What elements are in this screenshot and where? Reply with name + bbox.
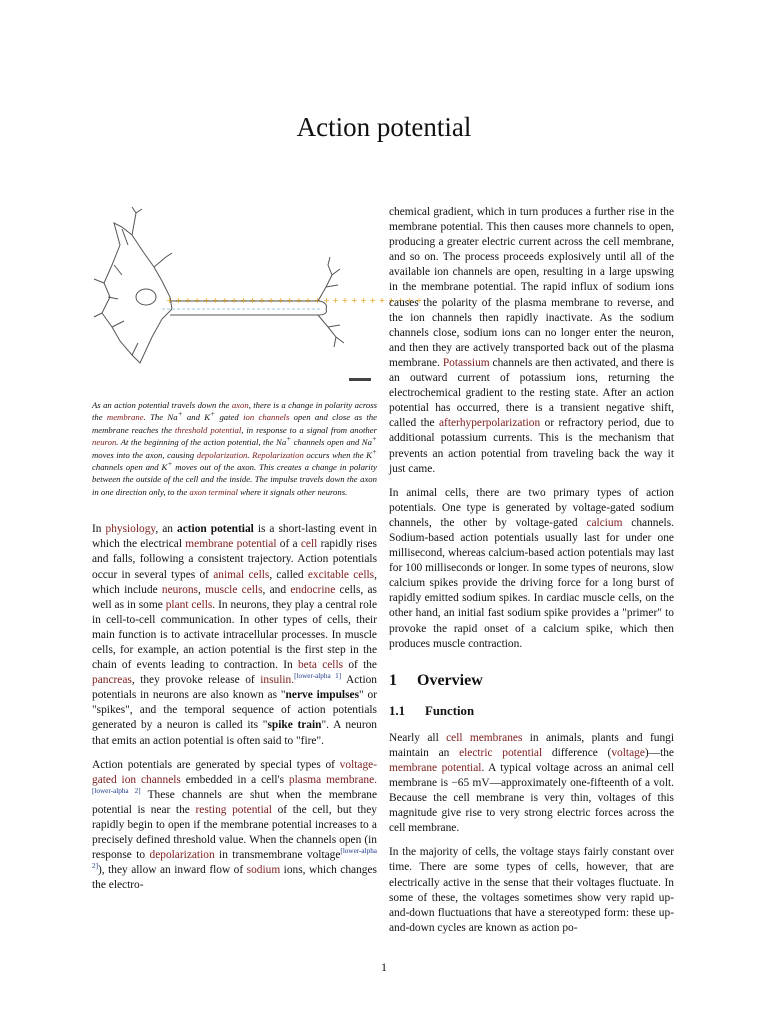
function-paragraph-2: In the majority of cells, the voltage stays fairly constant over time. There are some types of cells, however, that are electrically active in the sense that their voltages fluctuate. In some of these, the voltages sometimes show very rapid up-and-down fluctuations that have a stereotyped form: these up-and-down cycles are known as action po- (389, 846, 674, 934)
gradient-paragraph: chemical gradient, which in turn produces a further rise in the membrane potential. This then causes more channels to open, producing a greater electric current across the cell membrane, and so on. The process proceeds explosively until all of the available ion channels are open, resulting in a large upswing in the membrane potential. The rapid influx of sodium ions causes the polarity of the plasma membrane to reverse, and the ion channels then rapidly inactivate. As the sodium channels close, sodium ions can no longer enter the neuron, and then they are actively transported back out of the plasma membrane. Potassium channels are then activated, and there is an outward current of potassium ions, returning the electrochemical gradient to the resting state. After an action potential has occurred, there is a transient negative shift, called the afterhyperpolarization or refractory period, due to additional potassium currents. This is the mechanism that prevents an action potential from traveling back the way it just came. (389, 206, 674, 475)
page-title: Action potential (296, 112, 472, 142)
term-action-potential: action potential (177, 523, 254, 536)
link-potassium[interactable]: Potassium (442, 356, 490, 369)
neuron-figure (92, 205, 423, 391)
link-ion-channels[interactable]: ion channels (243, 412, 290, 423)
footnote-ref[interactable]: [lower-alpha 2] (92, 787, 141, 796)
link-membrane-potential-2[interactable]: membrane potential (389, 761, 482, 774)
link-physiology[interactable]: physiology (105, 523, 156, 536)
link-axon[interactable]: axon (231, 400, 249, 410)
section-heading-overview: 1 Overview (389, 671, 483, 689)
link-depolarization[interactable]: depolarization (196, 449, 248, 460)
link-pancreas[interactable]: pancreas (92, 674, 132, 687)
link-repolarization[interactable]: Repolarization (252, 449, 304, 460)
link-plant-cells[interactable]: plant cells (165, 598, 213, 611)
link-beta-cells[interactable]: beta cells (297, 659, 344, 672)
neuron-diagram (92, 205, 423, 391)
link-animal-cells[interactable]: animal cells (213, 568, 270, 581)
link-calcium[interactable]: calcium (586, 516, 623, 529)
link-voltage-gated-ion-channels[interactable]: voltage-gated ion channels (92, 758, 377, 786)
page-number: 1 (381, 960, 387, 974)
link-excitable-cells[interactable]: excitable cells (307, 568, 375, 581)
left-column (92, 205, 423, 903)
link-afterhyperpolarization[interactable]: afterhyperpolarization (438, 417, 541, 430)
link-membrane-potential[interactable]: membrane potential (185, 538, 277, 551)
link-membrane[interactable]: membrane (106, 412, 144, 423)
animal-cells-paragraph: In animal cells, there are two primary types of action potentials. One type is generated by voltage-gated sodium channels, the other by voltage-gated calcium channels. Sodium-based action potentials usually last for under one millisecond, whereas calcium-based action potentials may last for 100 milliseconds or longer. In some types of neurons, slow calcium spikes provide the driving force for a long burst of rapidly emitted sodium spikes. In cardiac muscle cells, on the other hand, an initial fast sodium spike provides a "primer" to provoke the rapid onset of a calcium spike, which then produces muscle contraction. (389, 486, 675, 650)
link-electric-potential[interactable]: electric potential (459, 746, 543, 759)
link-neuron[interactable]: neuron (92, 437, 117, 448)
link-cell-membranes[interactable]: cell membranes (446, 731, 523, 744)
link-sodium[interactable]: sodium (246, 864, 281, 877)
link-insulin[interactable]: insulin. (260, 674, 295, 687)
function-paragraph-1: Nearly all cell membranes in animals, plants and fungi maintain an electric potential difference (voltage)—the membrane potential. A typical voltage across an animal cell membrane is −65 mV—approximately one-fifteenth of a volt. Because the cell membrane is very thin, voltages of this magnitude give rise to very strong electric forces across the cell membrane. (389, 731, 675, 835)
link-endocrine[interactable]: endocrine (290, 583, 336, 596)
footnote-ref[interactable]: [lower-alpha 2] (92, 847, 377, 871)
svg-text:+ + + + + + + + + + + + + + +: + + + + + + + + + + + + + + + + + + + + + + + + + + + + (166, 296, 423, 305)
footnote-ref[interactable]: [lower-alpha 1] (294, 672, 342, 681)
term-nerve-impulses: nerve impulses (285, 689, 359, 702)
right-column (389, 205, 674, 945)
figure-caption: As an action potential travels down the axon, there is a change in polarity across the membrane. The Na+ and K+ gated ion channels open and close as the membrane reaches the threshold potential, in response to a signal from another neuron. At the beginning of the action potential, the Na+ channels open and Na+ moves into the axon, causing depolarization. Repolarization occurs when the K+ channels open and K+ moves out of the axon. This creates a change in polarity between the outside of the cell and the inside. The impulse travels down the axon in one direction only, to the axon terminal where it signals other neurons. (92, 400, 378, 497)
term-spike-train: spike train (267, 719, 322, 732)
link-cell[interactable]: cell (300, 538, 318, 551)
subsection-heading-function: 1.1 Function (389, 703, 475, 718)
link-axon-terminal[interactable]: axon terminal (189, 486, 238, 497)
mechanism-paragraph: Action potentials are generated by special types of voltage-gated ion channels embedded in a cell's plasma membrane.[lower-alpha 2] These channels are shut when the membrane potential is near the resting potential of the cell, but they rapidly begin to open if the membrane potential increases to a precisely defined threshold value. When the channels open (in response to depolarization in transmembrane voltage[lower-alpha 2]), they allow an inward flow of sodium ions, which changes the electro- (92, 758, 378, 892)
link-muscle-cells[interactable]: muscle cells (205, 583, 263, 596)
link-neurons[interactable]: neurons (161, 583, 198, 596)
link-voltage[interactable]: voltage (611, 746, 645, 759)
link-plasma-membrane[interactable]: plasma membrane. (288, 773, 377, 786)
link-resting-potential[interactable]: resting potential (195, 803, 272, 816)
intro-paragraph: In physiology, an action potential is a short-lasting event in which the electrical membrane potential of a cell rapidly rises and falls, following a consistent trajectory. Action potentials occur in several types of animal cells, called excitable cells, which include neurons, muscle cells, and endocrine cells, as well as in some plant cells. In neurons, they play a central role in cell-to-cell communication. In other types of cells, their main function is to activate intracellular processes. In muscle cells, for example, an action potential is the first step in the chain of events leading to contraction. In beta cells of the pancreas, they provoke release of insulin.[lower-alpha 1] Action potentials in neurons are also known as "nerve impulses" or "spikes", and the temporal sequence of action potentials generated by a neuron is called its "spike train". A neuron that emits an action potential is often said to "fire". (92, 523, 378, 747)
link-depolarization-2[interactable]: depolarization (149, 849, 215, 862)
link-threshold-potential[interactable]: threshold potential (174, 424, 242, 435)
